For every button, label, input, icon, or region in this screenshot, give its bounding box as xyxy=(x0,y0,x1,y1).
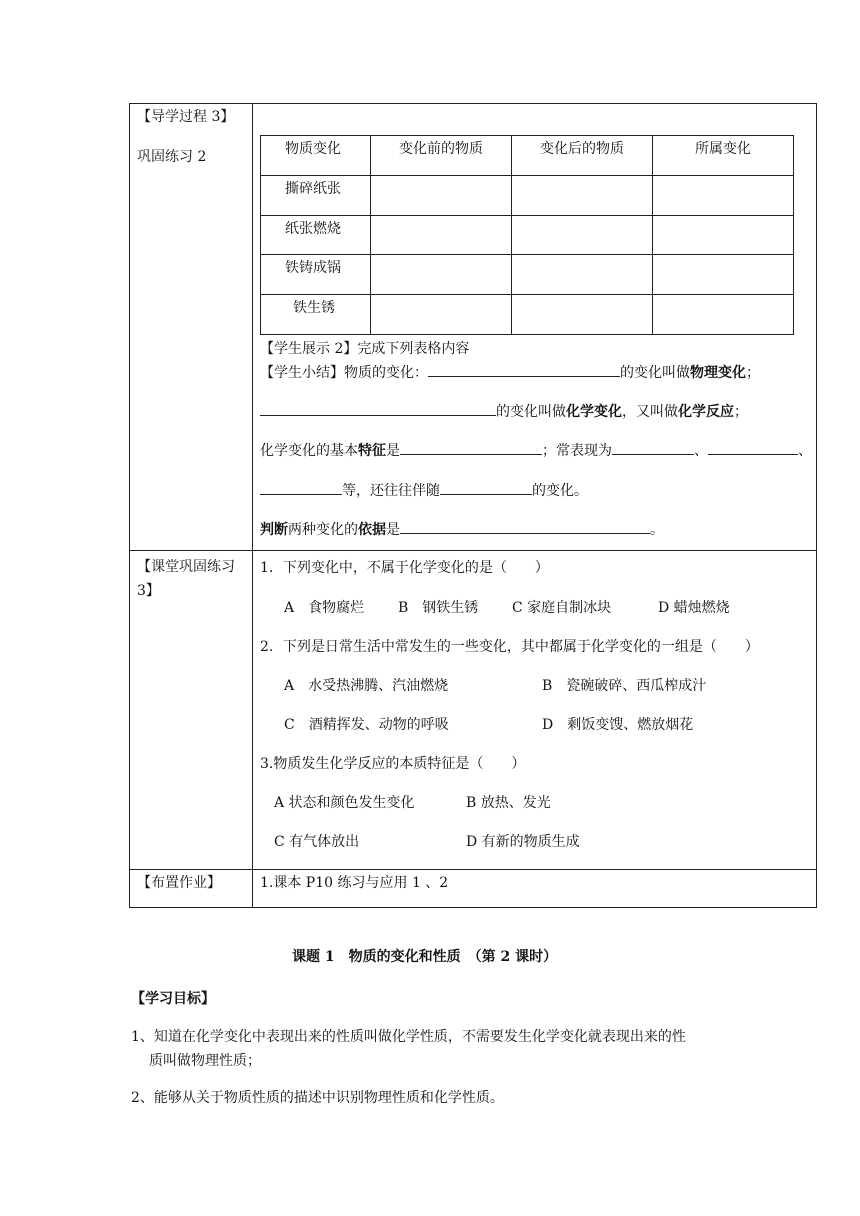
practice2-title: 巩固练习 2 xyxy=(137,149,207,165)
header-cell: 变化后的物质 xyxy=(512,136,653,176)
homework-text: 1.课本 P10 练习与应用 1 、2 xyxy=(260,875,449,891)
question-1: 1．下列变化中，不属于化学变化的是（ ） xyxy=(260,560,549,576)
table-column-divider xyxy=(252,103,253,908)
question-2: 2．下列是日常生活中常发生的一些变化，其中都属于化学变化的一组是（ ） xyxy=(260,639,759,655)
table-cell[interactable] xyxy=(512,295,653,335)
fill-blank[interactable] xyxy=(612,440,694,455)
table-row xyxy=(261,255,794,295)
header-cell: 所属变化 xyxy=(653,136,794,176)
summary-line-1: 【学生小结】物质的变化： 的变化叫做物理变化； xyxy=(260,362,760,382)
table-cell[interactable] xyxy=(371,215,512,255)
q3-option-d[interactable]: D 有新的物质生成 xyxy=(466,834,580,850)
q1-option-a[interactable]: A 食物腐烂 xyxy=(284,600,365,616)
class-practice3-title-line2: 3】 xyxy=(137,583,160,599)
table-row xyxy=(261,175,794,215)
lesson-title: 课题 1 物质的变化和性质 （第 2 课时） xyxy=(292,949,558,965)
table-row-divider xyxy=(129,869,817,870)
fill-blank[interactable] xyxy=(260,401,496,416)
objectives-title: 【学习目标】 xyxy=(131,991,215,1007)
q2-option-c[interactable]: C 酒精挥发、动物的呼吸 xyxy=(284,717,449,733)
q2-option-a[interactable]: A 水受热沸腾、汽油燃烧 xyxy=(284,678,449,694)
table-cell[interactable] xyxy=(371,175,512,215)
q2-option-b[interactable]: B 瓷碗破碎、西瓜榨成汁 xyxy=(542,678,707,694)
fill-blank[interactable] xyxy=(260,480,342,495)
summary-line-5: 判断两种变化的依据是 。 xyxy=(260,519,664,539)
homework-title: 【布置作业】 xyxy=(137,875,221,891)
fill-blank[interactable] xyxy=(708,440,798,455)
header-cell: 变化前的物质 xyxy=(371,136,512,176)
table-cell[interactable] xyxy=(512,175,653,215)
table-cell[interactable] xyxy=(653,255,794,295)
class-practice3-title-line1: 【课堂巩固练习 xyxy=(137,559,235,575)
q3-option-c[interactable]: C 有气体放出 xyxy=(274,834,360,850)
question-3: 3.物质发生化学反应的本质特征是（ ） xyxy=(260,756,526,772)
table-row xyxy=(261,215,794,255)
table-cell[interactable] xyxy=(512,255,653,295)
table-cell[interactable] xyxy=(512,215,653,255)
fill-blank[interactable] xyxy=(400,440,542,455)
table-cell[interactable] xyxy=(653,295,794,335)
table-cell[interactable] xyxy=(653,215,794,255)
objective-1-line2: 质叫做物理性质； xyxy=(149,1053,261,1069)
change-table xyxy=(260,135,794,335)
process3-title: 【导学过程 3】 xyxy=(137,109,235,125)
q2-option-d[interactable]: D 剩饭变馊、燃放烟花 xyxy=(542,717,694,733)
q1-option-c[interactable]: C 家庭自制冰块 xyxy=(512,600,612,616)
summary-line-2: 的变化叫做化学变化，又叫做化学反应； xyxy=(260,401,748,421)
table-cell[interactable] xyxy=(371,255,512,295)
summary-line-4: 等，还往往伴随 的变化。 xyxy=(260,480,588,500)
fill-blank[interactable] xyxy=(400,519,650,534)
table-header-row xyxy=(261,136,794,176)
q3-option-a[interactable]: A 状态和颜色发生变化 xyxy=(274,795,415,811)
table-cell: 纸张燃烧 xyxy=(261,215,371,255)
table-row xyxy=(261,295,794,335)
objective-2: 2、能够从关于物质性质的描述中识别物理性质和化学性质。 xyxy=(131,1090,504,1106)
table-cell: 铁铸成锅 xyxy=(261,255,371,295)
table-cell: 撕碎纸张 xyxy=(261,175,371,215)
table-row-divider xyxy=(129,550,817,551)
fill-blank[interactable] xyxy=(428,362,620,377)
objective-1-line1: 1、知道在化学变化中表现出来的性质叫做化学性质，不需要发生化学变化就表现出来的性 xyxy=(131,1029,686,1045)
fill-blank[interactable] xyxy=(440,480,532,495)
table-cell[interactable] xyxy=(371,295,512,335)
q1-option-d[interactable]: D 蜡烛燃烧 xyxy=(658,600,730,616)
q1-option-b[interactable]: B 钢铁生锈 xyxy=(398,600,479,616)
q3-option-b[interactable]: B 放热、发光 xyxy=(466,795,551,811)
table-cell[interactable] xyxy=(653,175,794,215)
student-show-line: 【学生展示 2】完成下列表格内容 xyxy=(260,341,470,357)
table-cell: 铁生锈 xyxy=(261,295,371,335)
header-cell: 物质变化 xyxy=(261,136,371,176)
summary-line-3: 化学变化的基本特征是 ；常表现为 、 、 xyxy=(260,440,812,460)
